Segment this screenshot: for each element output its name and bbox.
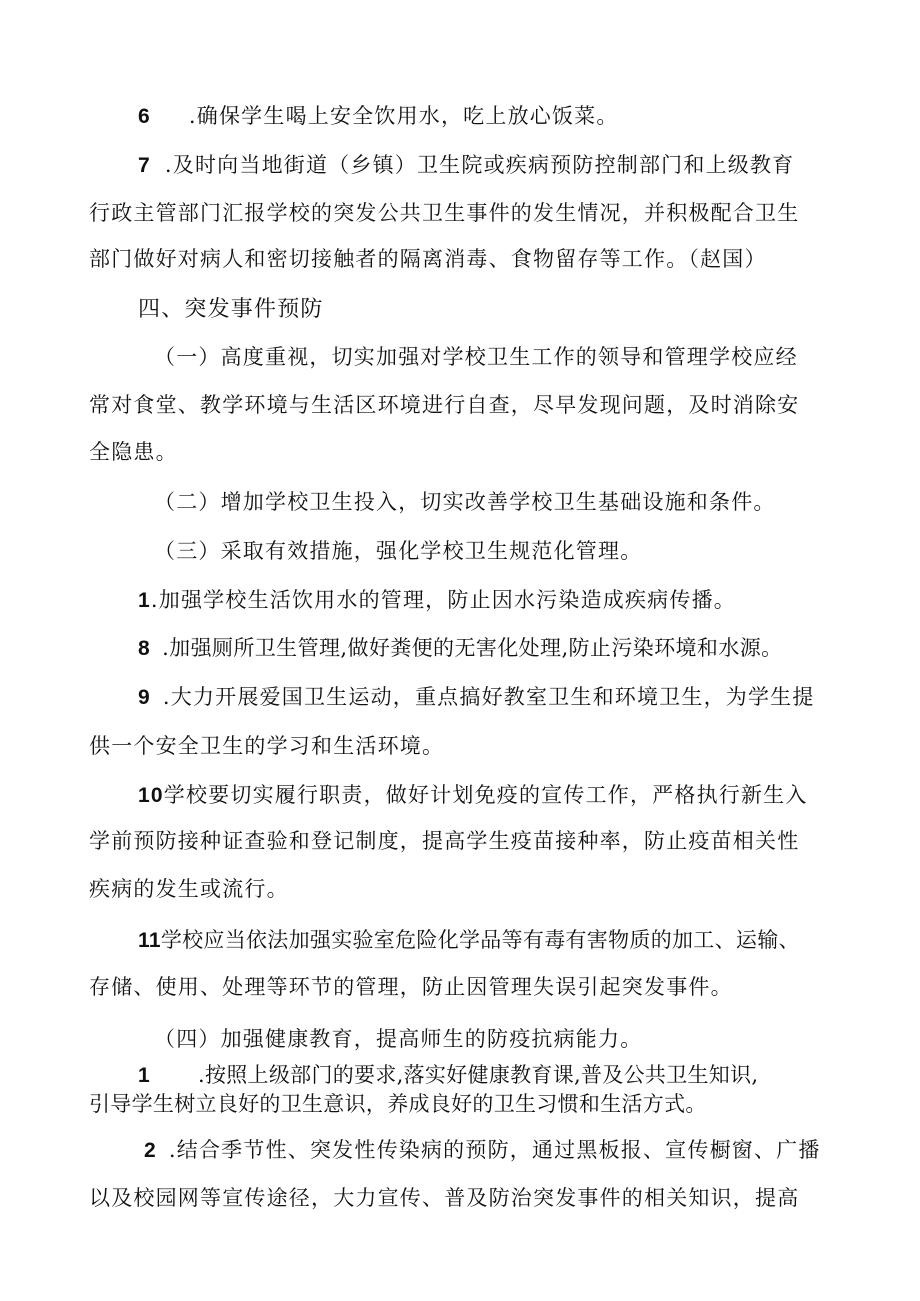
sub-item-2-number: 2 bbox=[144, 1139, 157, 1162]
item-10-line-3: 疾病的发生或流行。 bbox=[89, 877, 289, 901]
paragraph-2: （二）增加学校卫生投入，切实改善学校卫生基础设施和条件。 bbox=[154, 490, 776, 514]
paragraph-1-line-2: 常对食堂、教学环境与生活区环境进行自查，尽早发现问题，及时消除安 bbox=[89, 393, 800, 417]
item-11-line-1 bbox=[138, 925, 800, 956]
item-10-line-1 bbox=[138, 780, 808, 811]
paragraph-1-line-3: 全隐患。 bbox=[89, 440, 178, 464]
item-1 bbox=[138, 585, 736, 616]
item-6 bbox=[138, 101, 619, 132]
sub-item-1-number: 1 bbox=[138, 1064, 150, 1087]
item-7-text: .及时向当地街道（乡镇）卫生院或疾病预防控制部门和上级教育 bbox=[164, 153, 795, 177]
item-8 bbox=[138, 633, 783, 664]
item-9-line-1 bbox=[138, 682, 815, 713]
item-1-text: .加强学校生活饮用水的管理，防止因水污染造成疾病传播。 bbox=[150, 588, 736, 612]
item-10-number: 10 bbox=[138, 784, 164, 807]
item-9-text: .大力开展爱国卫生运动，重点搞好教室卫生和环境卫生，为学生提 bbox=[162, 685, 815, 709]
item-11-text: 学校应当依法加强实验室危险化学品等有毒有害物质的加工、运输、 bbox=[160, 928, 800, 952]
item-8-number: 8 bbox=[138, 637, 151, 660]
item-7-number: 7 bbox=[138, 154, 151, 177]
item-7-line-2: 行政主管部门汇报学校的突发公共卫生事件的发生情况，并积极配合卫生 bbox=[89, 201, 800, 225]
item-7-line-3: 部门做好对病人和密切接触者的隔离消毒、食物留存等工作。（赵国） bbox=[89, 247, 767, 271]
item-11-line-2: 存储、使用、处理等环节的管理，防止因管理失误引起突发事件。 bbox=[89, 975, 733, 999]
paragraph-3: （三）采取有效措施，强化学校卫生规范化管理。 bbox=[154, 539, 643, 563]
sub-item-2-text: .结合季节性、突发性传染病的预防，通过黑板报、宣传橱窗、广播 bbox=[168, 1138, 821, 1162]
item-10-text: 学校要切实履行职责，做好计划免疫的宣传工作，严格执行新生入 bbox=[163, 783, 808, 807]
item-1-number: 1 bbox=[138, 589, 151, 612]
item-7-line-1 bbox=[138, 150, 794, 181]
paragraph-1-line-1: （一）高度重视，切实加强对学校卫生工作的领导和管理学校应经 bbox=[154, 345, 798, 369]
item-6-text: .确保学生喝上安全饮用水，吃上放心饭菜。 bbox=[188, 104, 619, 128]
paragraph-4: （四）加强健康教育，提高师生的防疫抗病能力。 bbox=[154, 1027, 643, 1051]
sub-item-1-line-2: 引导学生树立良好的卫生意识，养成良好的卫生习惯和生活方式。 bbox=[89, 1092, 707, 1116]
item-9-line-2: 供一个安全卫生的学习和生活环境。 bbox=[89, 734, 445, 758]
section-heading: 四、突发事件预防 bbox=[138, 297, 324, 322]
item-8-text: .加强厕所卫生管理,做好粪便的无害化处理,防止污染环境和水源。 bbox=[162, 636, 783, 660]
sub-item-1-line-1 bbox=[138, 1060, 758, 1091]
sub-item-1-text: .按照上级部门的要求,落实好健康教育课,普及公共卫生知识, bbox=[197, 1063, 759, 1087]
sub-item-2-line-2: 以及校园网等宣传途径，大力宣传、普及防治突发事件的相关知识，提高 bbox=[89, 1186, 800, 1210]
item-6-number: 6 bbox=[138, 105, 151, 128]
sub-item-2-line-1 bbox=[144, 1135, 821, 1166]
item-10-line-2: 学前预防接种证查验和登记制度，提高学生疫苗接种率，防止疫苗相关性 bbox=[89, 829, 800, 853]
item-11-number: 11 bbox=[138, 929, 161, 952]
item-9-number: 9 bbox=[138, 686, 151, 709]
